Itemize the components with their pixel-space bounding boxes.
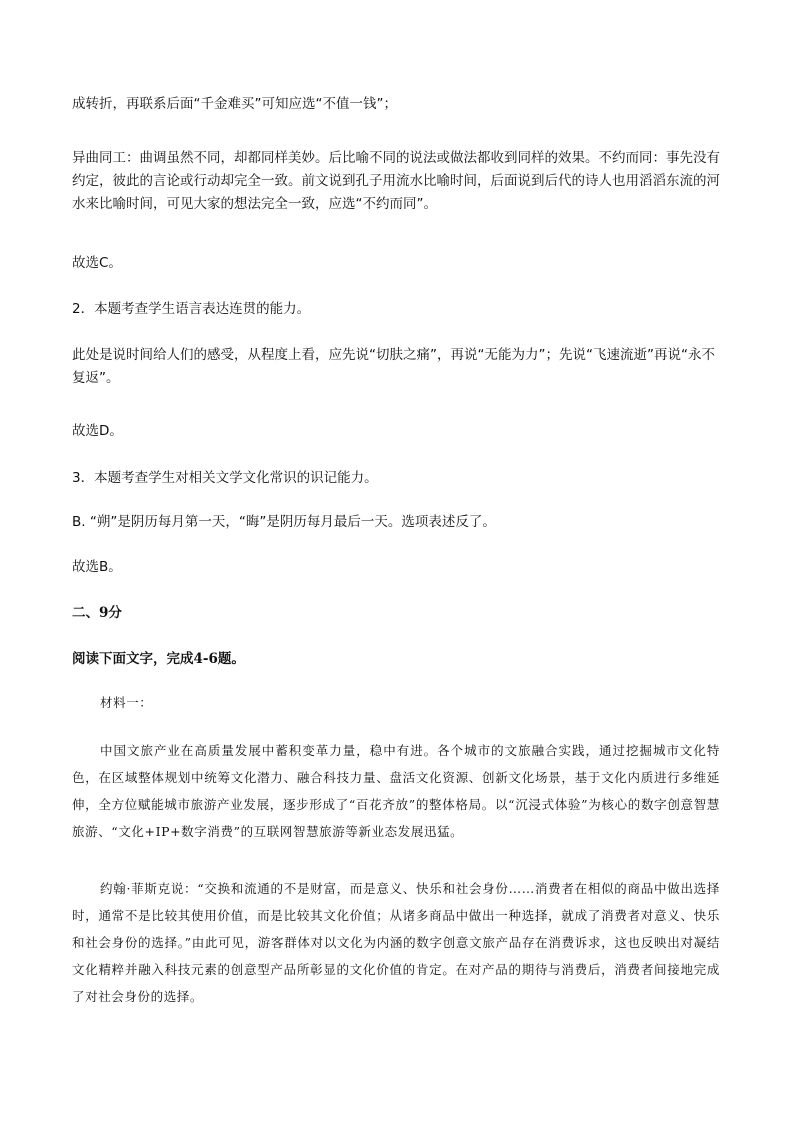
section-instruction: 阅读下面文字，完成4-6题。 — [72, 651, 245, 667]
answer-paragraph: 异曲同工：曲调虽然不同，却都同样美妙。后比喻不同的说法或做法都收到同样的效果。不约而同：事先没有约定，彼此的言论或行动却完全一致。前文说到孔子用流水比喻时间，后面说到后代的诗人也用滔滔东流的河水来比喻时间，可见大家的想法完全一致，应选“不约而同”。 — [72, 150, 720, 212]
answer-paragraph: 成转折，再联系后面“千金难买”可知应选“不值一钱”； — [72, 96, 397, 112]
answer-conclusion: 故选C。 — [72, 255, 122, 271]
question-explanation-heading: 2．本题考查学生语言表达连贯的能力。 — [72, 301, 311, 317]
answer-conclusion: 故选D。 — [72, 423, 123, 439]
answer-paragraph: B. “朔”是阴历每月第一天，“晦”是阴历每月最后一天。选项表述反了。 — [72, 514, 496, 530]
material-paragraph: 约翰·菲斯克说：“交换和流通的不是财富，而是意义、快乐和社会身份……消费者在相似的商品中做出选择时，通常不是比较其使用价值，而是比较其文化价值；从诸多商品中做出一种选择，就成了消费者对意义、快乐和社会身份的选择。”由此可见，游客群体对以文化为内涵的数字创意文旅产品存在消费诉求，这也反映出对凝结文化精粹并融入科技元素的创意型产品所彰显的文化价值的肯定。在对产品的期待与消费后，消费者间接地完成了对社会身份的选择。 — [72, 881, 720, 1004]
answer-conclusion: 故选B。 — [72, 559, 122, 575]
section-heading: 二、9分 — [72, 605, 122, 621]
material-label: 材料一： — [100, 695, 153, 710]
question-explanation-heading: 3．本题考查学生对相关文学文化常识的识记能力。 — [72, 470, 378, 486]
answer-paragraph: 此处是说时间给人们的感受，从程度上看，应先说“切肤之痛”，再说“无能为力”；先说“飞速流逝”再说“永不复返”。 — [72, 347, 715, 386]
material-paragraph: 中国文旅产业在高质量发展中蓄积变革力量，稳中有进。各个城市的文旅融合实践，通过挖掘城市文化特色，在区域整体规划中统筹文化潜力、融合科技力量、盘活文化资源、创新文化场景，基于文化内质进行多维延伸，全方位赋能城市旅游产业发展，逐步形成了“百花齐放”的整体格局。以“沉浸式体验”为核心的数字创意智慧旅游、“文化+IP+数字消费”的互联网智慧旅游等新业态发展迅猛。 — [72, 743, 720, 839]
